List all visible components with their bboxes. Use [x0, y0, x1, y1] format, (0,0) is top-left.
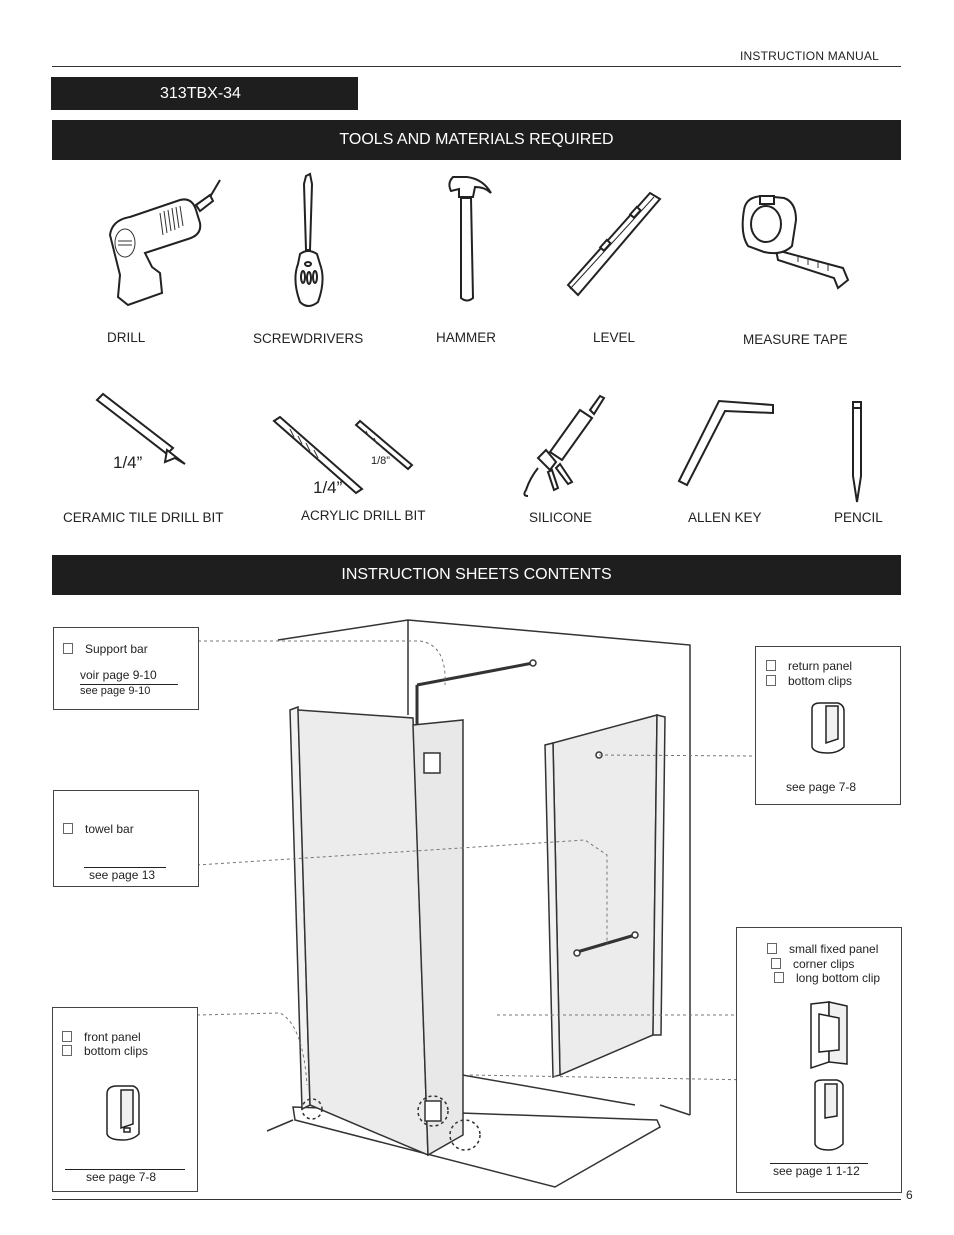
- ceramic-bit-size: 1/4”: [113, 453, 143, 472]
- contents-section-title: INSTRUCTION SHEETS CONTENTS: [52, 555, 901, 595]
- list-item: front panel: [62, 1030, 141, 1044]
- corner-clip-icon: [805, 1000, 853, 1075]
- bullet-icon: [63, 823, 73, 834]
- bullet-icon: [774, 972, 784, 983]
- pencil-label: PENCIL: [834, 510, 883, 525]
- hammer-icon: [445, 173, 495, 308]
- page-number: 6: [906, 1188, 913, 1202]
- shower-enclosure-illustration: [195, 615, 740, 1195]
- caulking-gun-icon: [520, 390, 610, 500]
- screwdrivers-label: SCREWDRIVERS: [253, 331, 364, 346]
- list-item: return panel: [766, 659, 852, 673]
- bullet-icon: [766, 675, 776, 686]
- acrylic-bit-label: ACRYLIC DRILL BIT: [301, 508, 426, 523]
- drill-label: DRILL: [107, 330, 146, 345]
- tools-section-title: TOOLS AND MATERIALS REQUIRED: [52, 120, 901, 160]
- bullet-icon: [767, 943, 777, 954]
- footer-rule: [52, 1199, 901, 1200]
- tape-measure-icon: [738, 190, 853, 295]
- model-number-banner: [51, 77, 358, 110]
- model-number: 313TBX-34: [160, 85, 241, 102]
- manual-label: INSTRUCTION MANUAL: [740, 49, 879, 63]
- page-reference: see page 13: [89, 868, 156, 882]
- level-icon: [560, 185, 670, 305]
- list-item: small fixed panel: [767, 942, 878, 956]
- ceramic-drill-bit-icon: [95, 390, 195, 475]
- bullet-icon: [766, 660, 776, 671]
- page-reference: see page 7-8: [86, 1170, 157, 1184]
- acrylic-drill-bit-icon: [270, 415, 420, 495]
- list-item: bottom clips: [766, 674, 852, 688]
- bullet-icon: [771, 958, 781, 969]
- list-item: towel bar: [63, 822, 134, 836]
- acrylic-bit-size-large: 1/4”: [313, 478, 343, 497]
- page-reference: see page 1 1-12: [773, 1164, 860, 1178]
- page-reference-fr: voir page 9-10: [80, 668, 157, 682]
- silicone-label: SILICONE: [529, 510, 593, 525]
- bullet-icon: [63, 643, 73, 654]
- hammer-label: HAMMER: [436, 330, 496, 345]
- pencil-icon: [845, 398, 870, 508]
- screwdriver-icon: [290, 172, 330, 312]
- support-bar-callout: [53, 627, 199, 710]
- bullet-icon: [62, 1045, 72, 1056]
- page-reference: see page 7-8: [786, 780, 857, 794]
- front-panel-callout: [52, 1007, 198, 1192]
- measure-tape-label: MEASURE TAPE: [743, 332, 848, 347]
- list-item: long bottom clip: [774, 971, 880, 985]
- long-bottom-clip-icon: [811, 1078, 847, 1153]
- level-label: LEVEL: [593, 330, 636, 345]
- acrylic-bit-size-small: 1/8”: [371, 455, 390, 467]
- allen-key-icon: [675, 395, 780, 490]
- return-panel-callout: [755, 646, 901, 805]
- towel-bar-callout: [53, 790, 199, 887]
- allen-key-label: ALLEN KEY: [688, 510, 762, 525]
- bottom-clip-icon: [103, 1084, 143, 1144]
- list-item: corner clips: [771, 957, 854, 971]
- small-fixed-panel-callout: [736, 927, 902, 1193]
- bottom-clip-icon: [808, 701, 848, 756]
- bullet-icon: [62, 1031, 72, 1042]
- list-item: Support bar: [63, 642, 148, 656]
- header-rule: [52, 66, 901, 67]
- list-item: bottom clips: [62, 1044, 148, 1058]
- drill-icon: [100, 175, 225, 310]
- ceramic-bit-label: CERAMIC TILE DRILL BIT: [63, 510, 224, 525]
- page-reference: see page 9-10: [80, 685, 151, 697]
